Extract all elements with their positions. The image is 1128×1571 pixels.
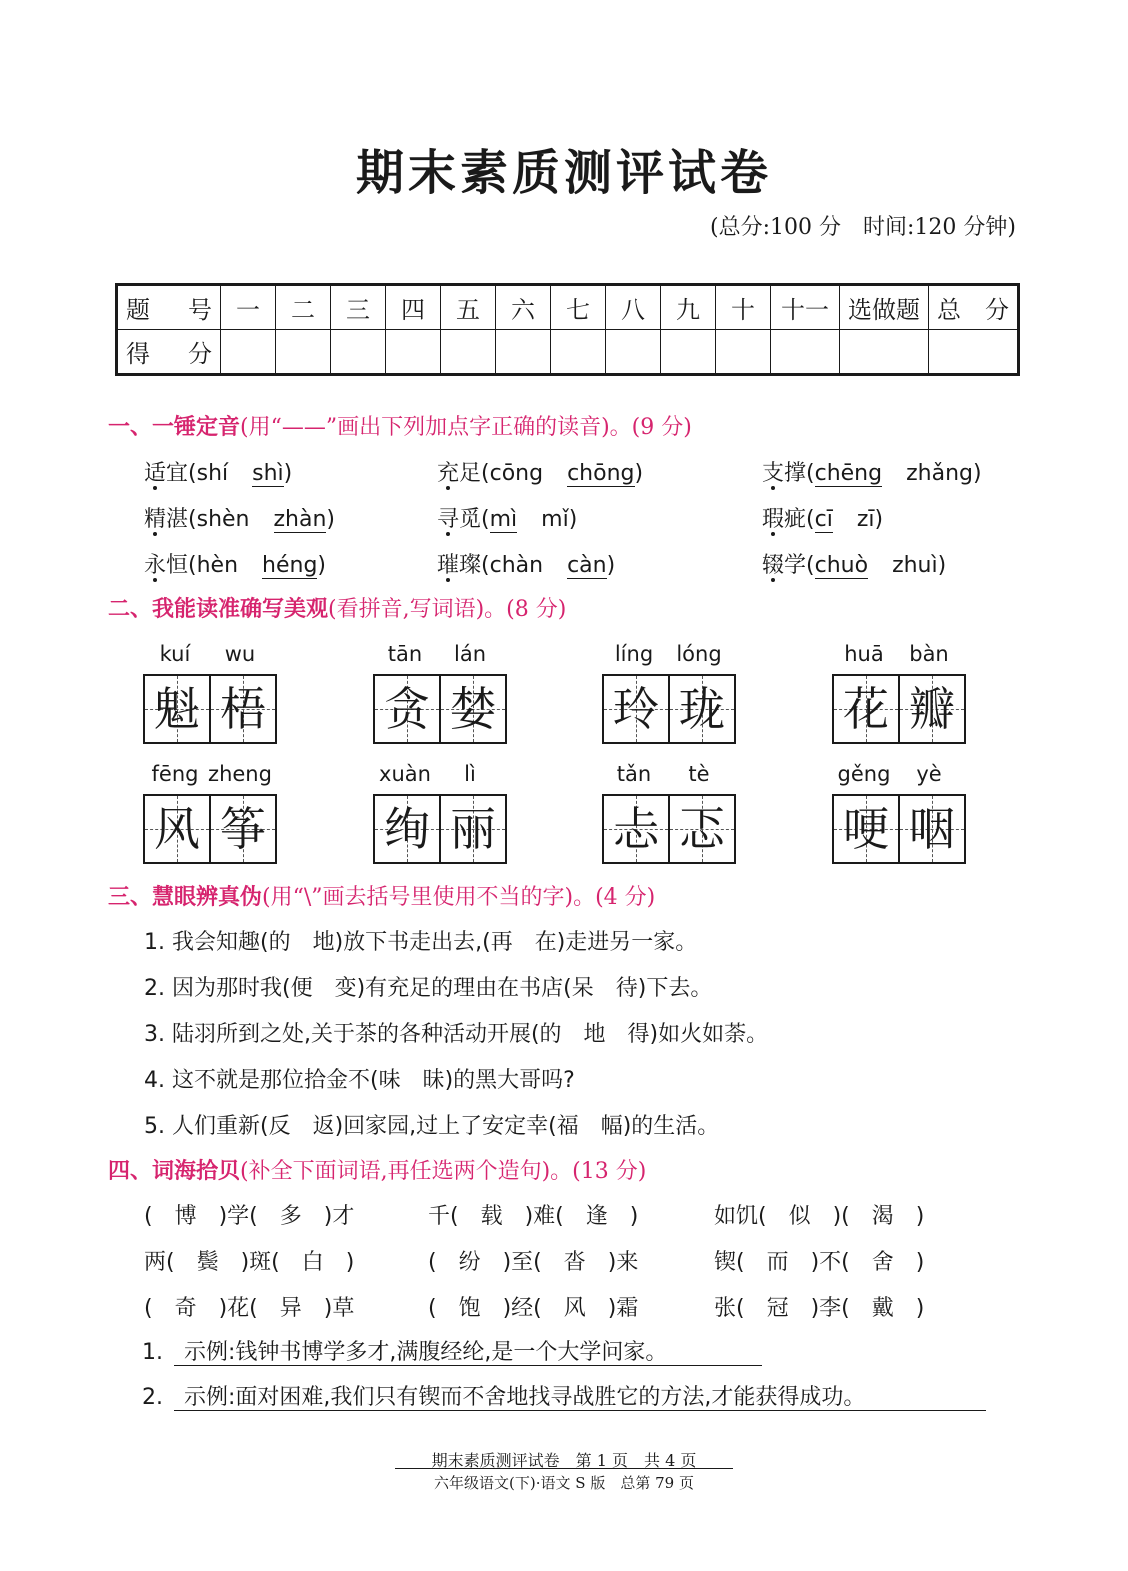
score-cell[interactable] [221,330,276,375]
pinyin-syllable: zheng [208,762,272,786]
grid-cell[interactable] [209,796,275,862]
grid-cell[interactable] [209,676,275,742]
idiom-item: 锲( 而 )不( 舍 ) [714,1250,925,1275]
pinyin-syllable: lán [453,642,486,666]
section-4-heading [108,1154,646,1185]
column-header: 九 [661,285,716,330]
target-word: 精湛 [144,507,189,532]
emphasis-dot [446,578,450,582]
written-character: 魁 [154,682,200,736]
score-cell[interactable] [551,330,606,375]
emphasis-dot [153,486,157,490]
pinyin-option[interactable]: càn [567,553,607,578]
question-item: 5. 人们重新(反 返)回家园,过上了安定幸(福 幅)的生活。 [144,1114,720,1139]
question-item: 3. 陆羽所到之处,关于茶的各种活动开展(的 地 得)如火如荼。 [144,1022,769,1047]
sentence-answer [142,1380,865,1411]
idiom-item: ( 博 )学( 多 )才 [144,1204,355,1229]
written-character: 贪 [384,682,430,736]
score-cell[interactable] [840,330,929,375]
grid-cell[interactable] [898,796,964,862]
writing-grid [832,674,966,744]
idiom-item: ( 饱 )经( 风 )霜 [428,1296,639,1321]
written-character: 风 [154,802,200,856]
written-character: 忐 [613,802,659,856]
grid-cell[interactable] [604,796,668,862]
pinyin-option[interactable]: chàn [489,553,544,578]
pinyin-option[interactable]: héng [262,553,318,578]
grid-cell[interactable] [834,676,898,742]
written-character: 哽 [843,802,889,856]
pinyin-option[interactable]: chōng [567,461,635,486]
written-character: 绚 [384,802,430,856]
writing-grid [143,794,277,864]
writing-grid [143,674,277,744]
target-word: 适宜 [144,461,189,486]
pinyin-option[interactable]: shí [196,461,229,486]
pinyin-item: 充足(cōng chōng) [437,456,643,487]
sentence-answer [142,1335,667,1366]
pinyin-syllable: gěng [837,762,891,786]
written-character: 珑 [679,682,725,736]
written-character: 玲 [613,682,659,736]
grid-cell[interactable] [145,796,209,862]
section-instruction: (用“\”画去括号里使用不当的字)。(4 分) [262,885,656,910]
writing-grid [602,674,736,744]
score-cell[interactable] [606,330,661,375]
score-cell[interactable] [496,330,551,375]
section-title: 三、慧眼辨真伪 [108,885,263,910]
score-cell[interactable] [661,330,716,375]
grid-cell[interactable] [439,796,505,862]
score-cell[interactable] [386,330,441,375]
written-character: 丽 [450,802,496,856]
pinyin-option[interactable]: hèn [196,553,239,578]
grid-cell[interactable] [375,796,439,862]
written-character: 婪 [450,682,496,736]
pinyin-syllable: huā [844,642,884,666]
pinyin-syllable: bàn [909,642,949,666]
column-header: 十一 [771,285,840,330]
pinyin-syllable: wu [224,642,256,666]
pinyin-syllable: tǎn [616,762,652,786]
pinyin-item: 璀璨(chàn càn) [437,548,615,579]
pinyin-option[interactable]: zhuì [892,553,938,578]
pinyin-syllable: tān [387,642,423,666]
column-header: 一 [221,285,276,330]
idiom-item: 张( 冠 )李( 戴 ) [714,1296,925,1321]
sentence-number: 1. [142,1340,163,1365]
grid-cell[interactable] [604,676,668,742]
column-header: 二 [276,285,331,330]
score-time-info: (总分:100 分 时间:120 分钟) [710,215,1016,240]
question-item: 4. 这不就是那位拾金不(味 昧)的黑大哥吗? [144,1068,575,1093]
table-row [117,285,1019,330]
section-title: 四、词海拾贝 [108,1159,241,1184]
target-word: 辍学 [762,553,807,578]
section-title: 二、我能读准确写美观 [108,597,329,622]
pinyin-option[interactable]: cī [814,507,833,532]
pinyin-syllable: líng [614,642,654,666]
pinyin-item: 永恒(hèn héng) [144,548,326,579]
score-cell[interactable] [771,330,840,375]
section-instruction: (补全下面词语,再任选两个造句)。(13 分) [240,1159,647,1184]
idiom-item: 千( 载 )难( 逢 ) [428,1204,639,1229]
target-word: 永恒 [144,553,189,578]
table-row [117,330,1019,375]
pinyin-option[interactable]: shì [252,461,284,486]
writing-grid [373,794,507,864]
sentence-text: 示例:面对困难,我们只有锲而不舍地找寻战胜它的方法,才能获得成功。 [184,1385,866,1410]
question-item: 1. 我会知趣(的 地)放下书走出去,(再 在)走进另一家。 [144,930,698,955]
pinyin-syllable: lóng [676,642,722,666]
row-label: 题 号 [117,285,221,330]
column-header: 总 分 [929,285,1019,330]
page-title: 期末素质测评试卷 [355,145,772,201]
pinyin-item: 寻觅(mì mǐ) [437,502,577,533]
score-cell[interactable] [276,330,331,375]
section-title: 一、一锤定音 [108,415,241,440]
emphasis-dot [446,532,450,536]
pinyin-syllable: xuàn [379,762,431,786]
target-word: 璀璨 [437,553,482,578]
grid-cell[interactable] [834,796,898,862]
score-cell[interactable] [716,330,771,375]
score-cell[interactable] [441,330,496,375]
written-character: 瓣 [909,682,955,736]
idiom-item: 两( 鬓 )斑( 白 ) [144,1250,355,1275]
sentence-text: 示例:钱钟书博学多才,满腹经纶,是一个大学问家。 [184,1340,668,1365]
pinyin-item: 辍学(chuò zhuì) [762,548,946,579]
writing-grid [373,674,507,744]
written-character: 梧 [220,682,266,736]
footer-divider [395,1468,733,1469]
idiom-item: 如饥( 似 )( 渴 ) [714,1204,925,1229]
written-character: 筝 [220,802,266,856]
pinyin-option[interactable]: zī [856,507,875,532]
grid-cell[interactable] [375,676,439,742]
pinyin-item: 支撑(chēng zhǎng) [762,456,982,487]
grid-cell[interactable] [439,676,505,742]
grid-cell[interactable] [668,796,734,862]
column-header: 四 [386,285,441,330]
column-header: 五 [441,285,496,330]
section-3-heading [108,880,655,911]
column-header: 选做题 [840,285,929,330]
pinyin-syllable: tè [688,762,710,786]
written-character: 花 [843,682,889,736]
score-table [115,283,1020,376]
column-header: 十 [716,285,771,330]
score-cell[interactable] [929,330,1019,375]
pinyin-syllable: fēng [151,762,199,786]
idiom-item: ( 纷 )至( 沓 )来 [428,1250,639,1275]
sentence-number: 2. [142,1385,163,1410]
pinyin-option[interactable]: chuò [814,553,869,578]
pinyin-option[interactable]: zhǎng [906,461,973,486]
grid-cell[interactable] [145,676,209,742]
emphasis-dot [771,532,775,536]
pinyin-option[interactable]: chēng [814,461,883,486]
section-1-heading [108,410,692,441]
writing-grid [602,794,736,864]
pinyin-item: 适宜(shí shì) [144,456,292,487]
pinyin-option[interactable]: mǐ [541,507,569,532]
target-word: 支撑 [762,461,807,486]
answer-line [174,1365,762,1366]
column-header: 三 [331,285,386,330]
pinyin-item: 精湛(shèn zhàn) [144,502,335,533]
written-character: 咽 [909,802,955,856]
target-word: 瑕疵 [762,507,807,532]
pinyin-option[interactable]: zhàn [273,507,327,532]
answer-line [174,1410,986,1411]
target-word: 充足 [437,461,482,486]
writing-grid [832,794,966,864]
footer-book-info: 六年级语文(下)·语文 S 版 总第 79 页 [434,1474,694,1492]
target-word: 寻觅 [437,507,482,532]
emphasis-dot [153,532,157,536]
written-character: 忑 [679,802,725,856]
question-item: 2. 因为那时我(便 变)有充足的理由在书店(呆 待)下去。 [144,976,713,1001]
column-header: 八 [606,285,661,330]
column-header: 七 [551,285,606,330]
emphasis-dot [446,486,450,490]
section-2-heading [108,592,566,623]
pinyin-syllable: kuí [159,642,191,666]
pinyin-option[interactable]: mì [489,507,518,532]
pinyin-syllable: lì [464,762,476,786]
row-label: 得 分 [117,330,221,375]
emphasis-dot [771,578,775,582]
emphasis-dot [153,578,157,582]
column-header: 六 [496,285,551,330]
pinyin-option[interactable]: shèn [196,507,250,532]
section-instruction: (用“——”画出下列加点字正确的读音)。(9 分) [240,415,692,440]
emphasis-dot [771,486,775,490]
pinyin-syllable: yè [916,762,942,786]
grid-cell[interactable] [898,676,964,742]
pinyin-option[interactable]: cōng [489,461,544,486]
footer-page-info: 期末素质测评试卷 第 1 页 共 4 页 [431,1451,697,1470]
grid-cell[interactable] [668,676,734,742]
section-instruction: (看拼音,写词语)。(8 分) [328,597,567,622]
idiom-item: ( 奇 )花( 异 )草 [144,1296,355,1321]
pinyin-item: 瑕疵(cī zī) [762,502,883,533]
score-cell[interactable] [331,330,386,375]
